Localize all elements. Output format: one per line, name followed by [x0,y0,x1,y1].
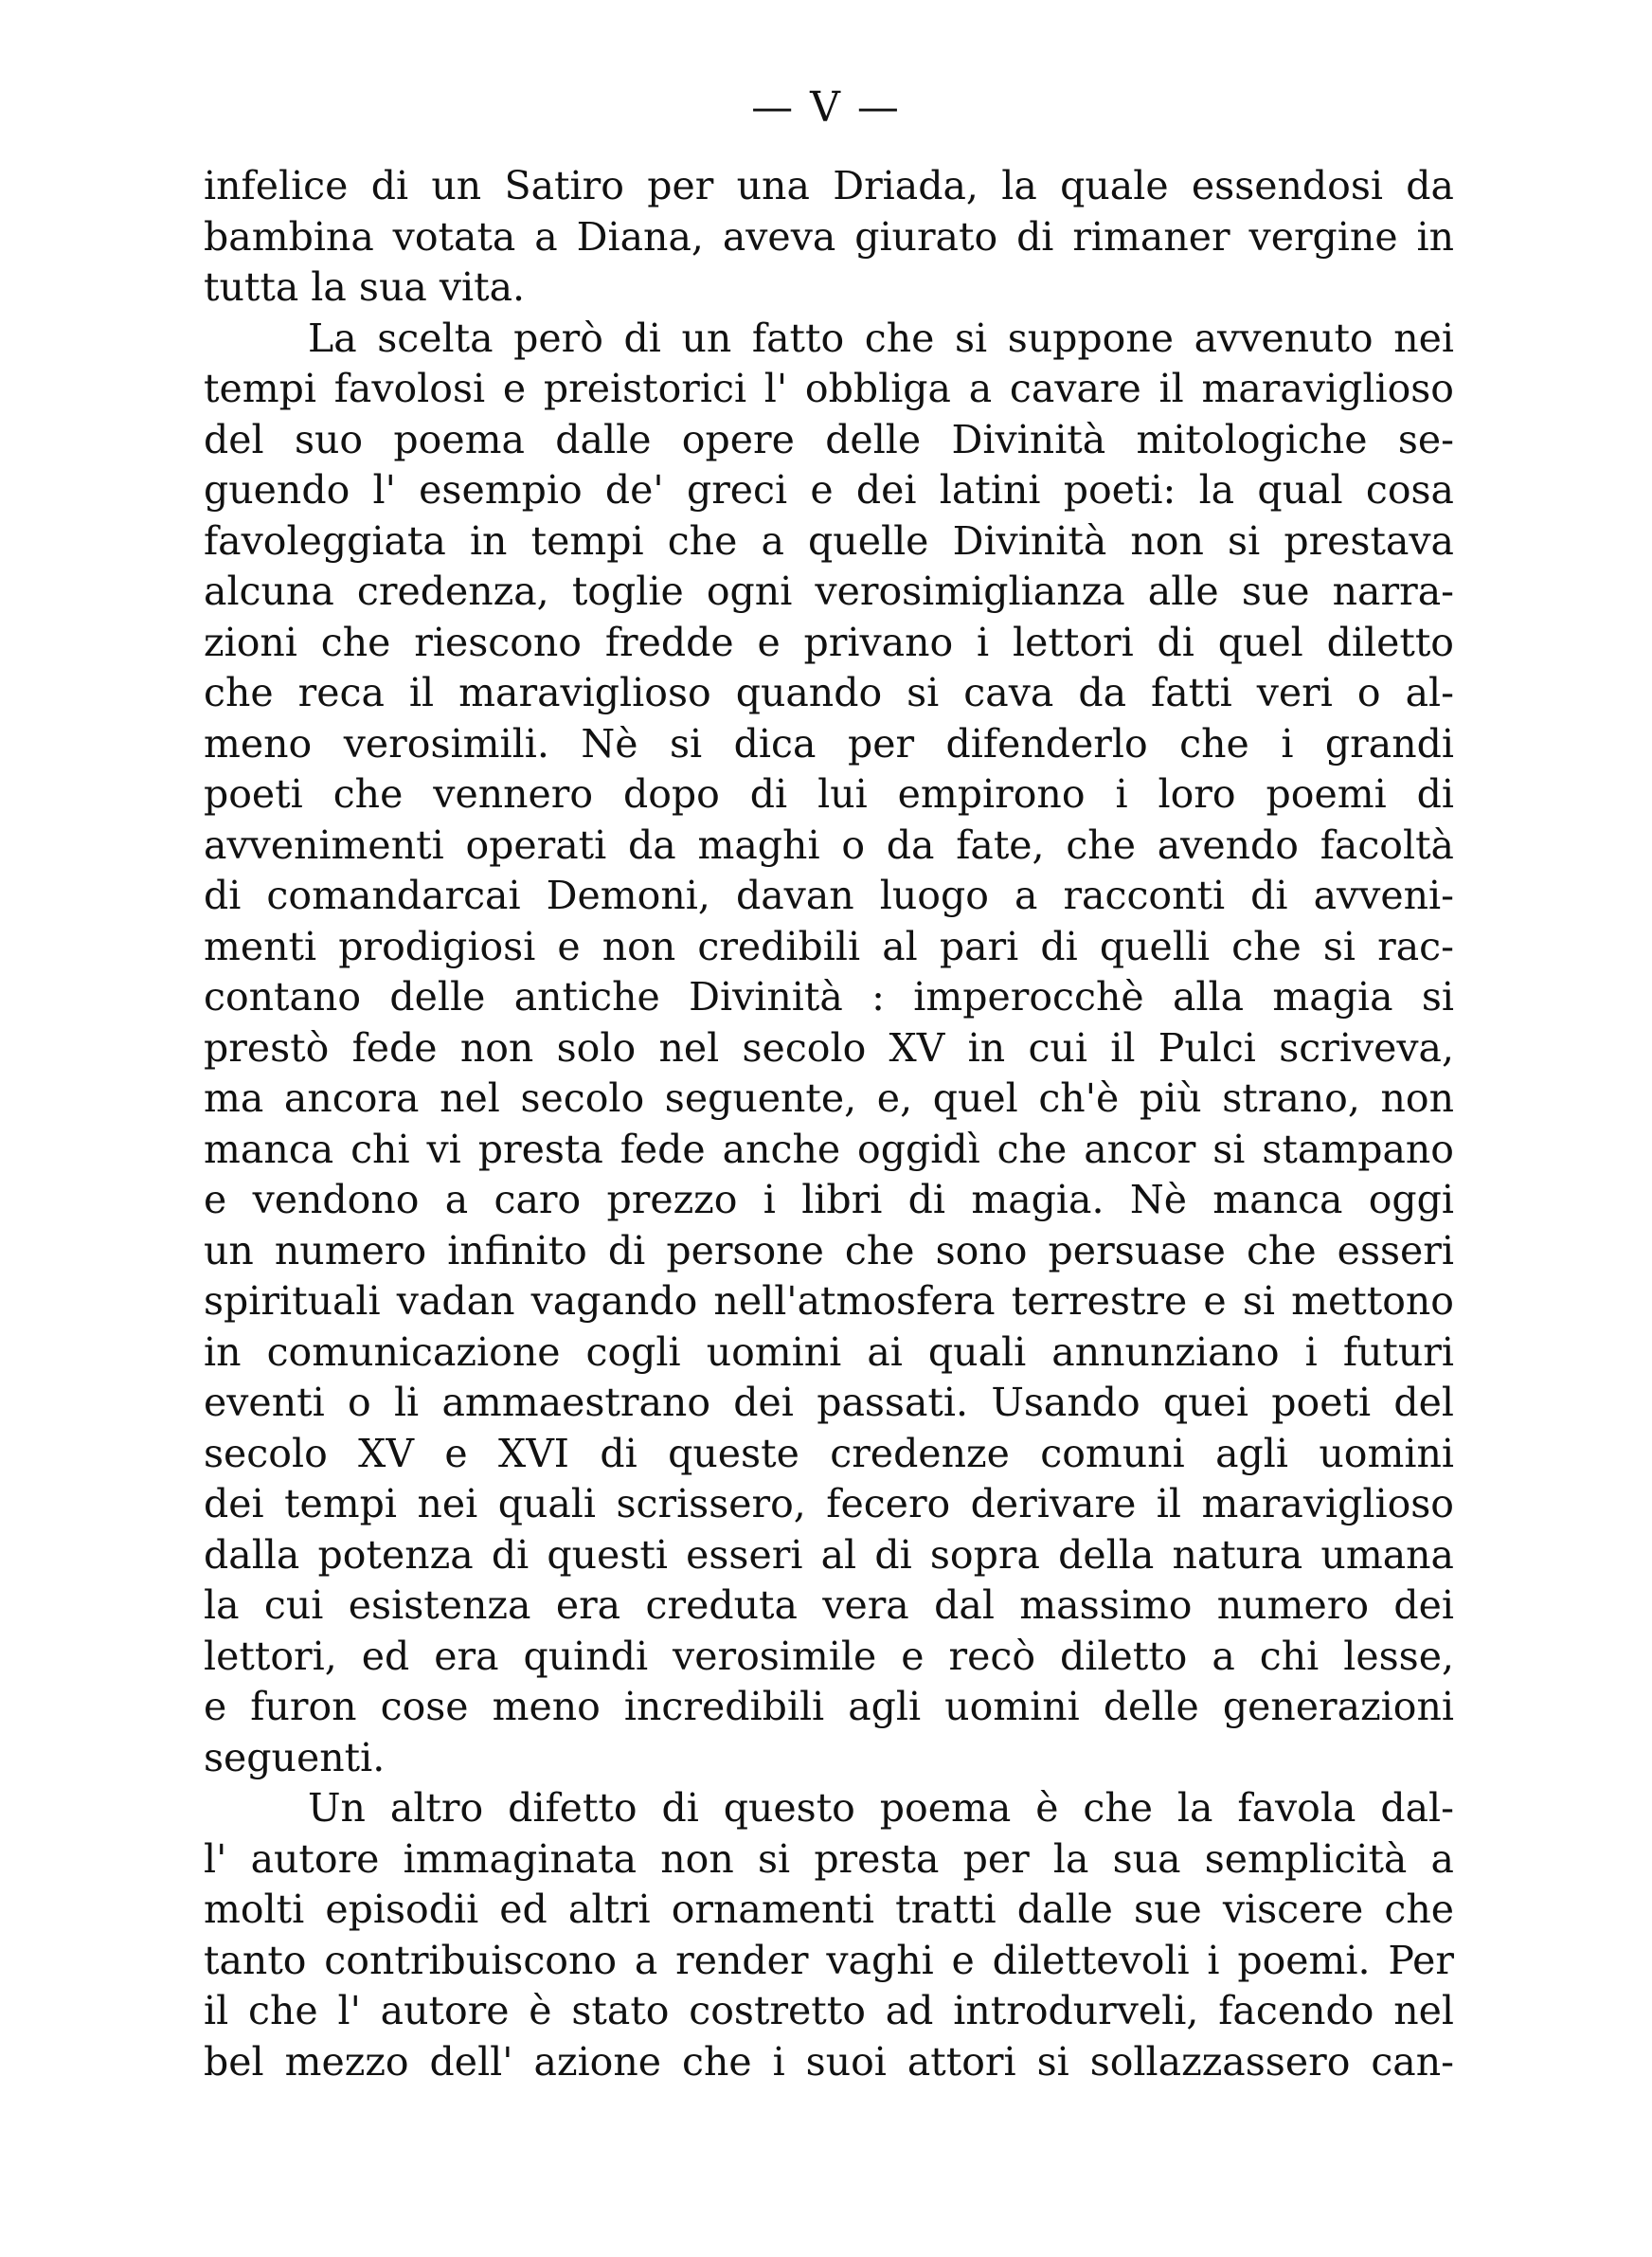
text-line: favoleggiata in tempi che a quelle Divinità non si prestava [204,517,1454,564]
text-line: la cui esistenza era creduta vera dal massimo numero dei [204,1582,1454,1628]
text-line: che reca il maraviglioso quando si cava da fatti veri o al- [204,670,1454,715]
text-line: dalla potenza di questi esseri al di sopra della natura umana [204,1531,1454,1578]
text-line: dei tempi nei quali scrissero, fecero derivare il maraviglioso [204,1481,1454,1526]
paragraph-1 [204,161,1454,314]
paragraph-2 [204,314,1454,1784]
text-line: tempi favolosi e preistorici l' obbliga a cavare il maraviglioso [204,366,1454,411]
text-line: menti prodigiosi e non credibili al pari di quelli che si rac- [204,923,1454,969]
text-line: alcuna credenza, toglie ogni verosimiglianza alle sue narra- [204,569,1454,614]
text-line: avvenimenti operati da maghi o da fate, che avendo facoltà [204,822,1454,868]
text-line: secolo XV e XVI di queste credenze comuni agli uomini [204,1430,1454,1476]
text-line: e vendono a caro prezzo i libri di magia. Nè manca oggi [204,1177,1454,1222]
text-line: lettori, ed era quindi verosimile e recò diletto a chi lesse, [204,1633,1454,1679]
text-line: manca chi vi presta fede anche oggidì che ancor si stampano [204,1126,1454,1172]
text-line: seguenti. [204,1734,386,1780]
text-line: molti episodii ed altri ornamenti tratti dalle sue viscere che [204,1887,1454,1932]
text-line: tanto contribuiscono a render vaghi e dilettevoli i poemi. Per [204,1937,1454,1983]
text-line: poeti che vennero dopo di lui empirono i loro poemi di [204,771,1454,817]
text-line: tutta la sua vita. [204,264,526,310]
text-line: guendo l' esempio de' greci e dei latini poeti: la qual cosa [204,467,1454,513]
text-line: prestò fede non solo nel secolo XV in cui il Pulci scriveva, [204,1024,1454,1071]
text-line: ma ancora nel secolo seguente, e, quel ch'è più strano, non [204,1075,1454,1121]
text-line: un numero infinito di persone che sono persuase che esseri [204,1227,1454,1273]
text-line: eventi o li ammaestrano dei passati. Usando quei poeti del [204,1380,1454,1425]
text-line: La scelta però di un fatto che si suppone avvenuto nei [308,315,1454,361]
text-line: l' autore immaginata non si presta per la sua semplicità a [204,1835,1454,1882]
text-line: il che l' autore è stato costretto ad introdurveli, facendo nel [204,1988,1454,2033]
text-line: contano delle antiche Divinità : imperocchè alla magia si [204,974,1454,1020]
text-line: in comunicazione cogli uomini ai quali annunziano i futuri [204,1328,1454,1375]
text-line: bel mezzo dell' azione che i suoi attori si sollazzassero can- [204,2038,1454,2085]
text-line: del suo poema dalle opere delle Divinità mitologiche se- [204,416,1454,462]
text-line: infelice di un Satiro per una Driada, la quale essendosi da [204,163,1454,208]
text-line: meno verosimili. Nè si dica per difenderlo che i grandi [204,720,1454,767]
body-text [204,161,1454,2087]
page-number: — V — [751,83,901,132]
text-line: bambina votata a Diana, aveva giurato di rimaner vergine in [204,213,1454,260]
text-line: spirituali vadan vagando nell'atmosfera terrestre e si mettono [204,1278,1454,1324]
paragraph-3 [204,1783,1454,2087]
text-line: di comandarcai Demoni, davan luogo a racconti di avveni- [204,873,1454,918]
text-line: Un altro difetto di questo poema è che la favola dal- [308,1785,1454,1831]
text-line: zioni che riescono fredde e privano i lettori di quel diletto [204,619,1454,665]
text-line: e furon cose meno incredibili agli uomini delle generazioni [204,1684,1454,1729]
